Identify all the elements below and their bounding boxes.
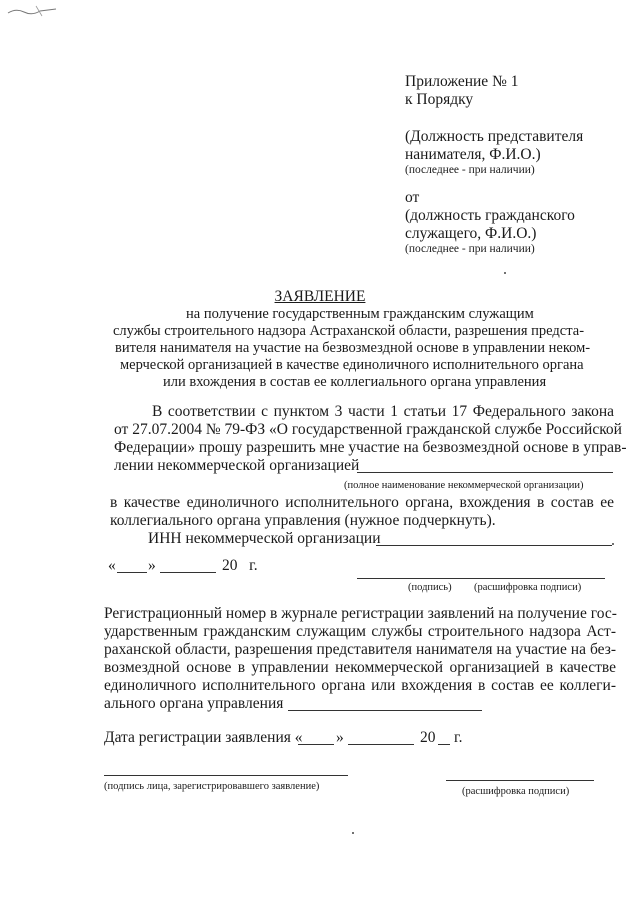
registration-day-field[interactable] (298, 744, 334, 745)
appendix-line-2: к Порядку (405, 91, 474, 108)
title-line-2: службы строительного надзора Астраханской области, разрешения предста- (113, 323, 585, 339)
registration-year-field[interactable] (438, 744, 450, 745)
para1-line-3: Федерации» прошу разрешить мне участие на безвозмездной основе в управ- (114, 439, 627, 456)
scan-dot-1 (504, 272, 506, 274)
scan-mark-icon (6, 4, 58, 18)
registration-year: 20 (420, 729, 436, 746)
para2-line-1: в качестве единоличного исполнительного органа, вхождения в состав ее (110, 494, 614, 511)
registration-line-6: ального органа управления (104, 695, 284, 712)
title-line-4: мерческой организацией в качестве единоличного исполнительного органа (120, 357, 584, 373)
inn-field[interactable] (376, 545, 612, 546)
date-open-quote: « (108, 557, 116, 574)
para2-line-2: коллегиального органа управления (нужное подчеркнуть). (110, 512, 496, 529)
from-position-line-1: (должность гражданского (405, 207, 575, 224)
registration-line-3: раханской области, разрешения представителя нанимателя на участие на без- (104, 641, 616, 658)
from-word: от (405, 189, 420, 206)
registrar-signature-field[interactable] (104, 775, 348, 776)
registration-line-2: ударственным гражданским служащим службы строительного надзора Аст- (104, 623, 616, 640)
from-position-line-2: служащего, Ф.И.О.) (405, 225, 537, 242)
registration-line-1: Регистрационный номер в журнале регистрации заявлений на получение гос- (104, 605, 617, 622)
document-title: ЗАЯВЛЕНИЕ (274, 288, 366, 305)
registrar-decode-field[interactable] (446, 780, 594, 781)
organization-name-field[interactable] (357, 472, 613, 473)
registration-month-field[interactable] (348, 744, 414, 745)
signature-caption: (подпись) (408, 582, 452, 593)
registration-line-4: возмездной основе в управлении некоммерческой организацией в качестве (104, 659, 616, 676)
title-line-3: вителя нанимателя на участие на безвозмездной основе в управлении неком- (115, 340, 591, 356)
signature-decode-caption: (расшифровка подписи) (474, 582, 582, 593)
scan-dot-3 (352, 832, 354, 834)
to-note: (последнее - при наличии) (405, 164, 535, 176)
registration-line-5: единоличного исполнительного органа или вхождения в состав ее коллеги- (104, 677, 616, 694)
date-day-field[interactable] (117, 572, 147, 573)
registrar-decode-caption: (расшифровка подписи) (462, 786, 570, 797)
registration-year-suffix: г. (454, 729, 463, 746)
to-position-line-2: нанимателя, Ф.И.О.) (405, 146, 541, 163)
to-position-line-1: (Должность представителя (405, 128, 584, 145)
title-line-5: или вхождения в состав ее коллегиального органа управления (163, 374, 547, 390)
date-close-quote: » (148, 557, 156, 574)
from-note: (последнее - при наличии) (405, 243, 535, 255)
para1-line-2: от 27.07.2004 № 79-ФЗ «О государственной гражданской службе Российской (114, 421, 622, 438)
date-year: 20 г. (222, 557, 258, 574)
para1-line-4: лении некоммерческой организацией (114, 457, 360, 474)
scan-dot-2 (612, 543, 614, 545)
organization-name-caption: (полное наименование некоммерческой организации) (344, 480, 584, 491)
registrar-signature-caption: (подпись лица, зарегистрировавшего заявление) (104, 781, 320, 792)
para1-line-1: В соответствии с пунктом 3 части 1 статьи 17 Федерального закона (152, 403, 614, 420)
registration-date-label: Дата регистрации заявления « (104, 729, 303, 746)
appendix-line-1: Приложение № 1 (405, 73, 519, 90)
inn-label: ИНН некоммерческой организации (148, 530, 381, 547)
signature-field[interactable] (357, 578, 605, 579)
date-month-field[interactable] (160, 572, 216, 573)
registration-date-close: » (336, 729, 344, 746)
title-line-1: на получение государственным гражданским служащим (186, 306, 534, 322)
registration-number-field[interactable] (288, 710, 482, 711)
